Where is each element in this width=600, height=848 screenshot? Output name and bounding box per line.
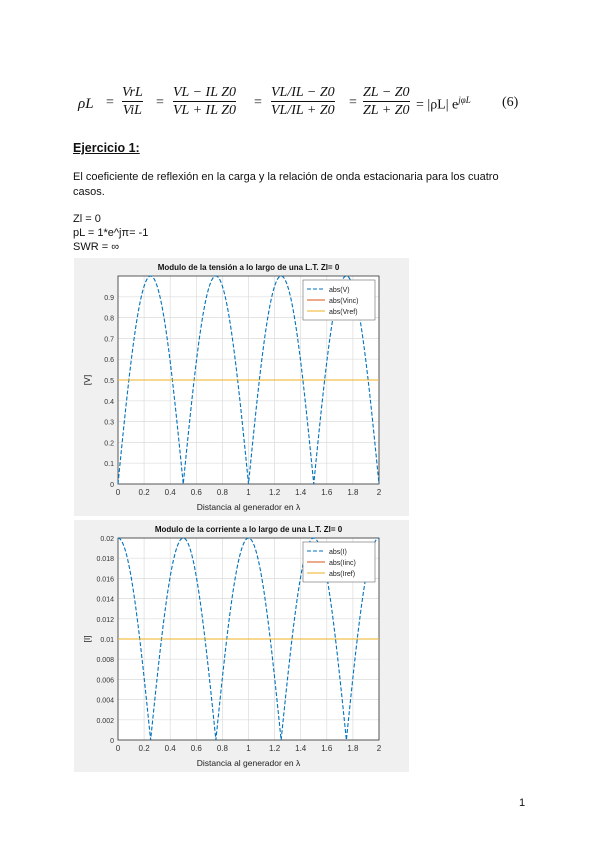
legend-label: abs(Vinc) xyxy=(329,298,359,305)
equals-sign: = xyxy=(254,95,262,110)
fraction-2 xyxy=(173,84,236,119)
y-tick-label: 0.012 xyxy=(96,616,114,624)
voltage-plot xyxy=(74,258,409,516)
x-tick-label: 2 xyxy=(376,488,382,497)
fraction-2-denominator: VL + IL Z0 xyxy=(173,103,237,118)
x-tick-label: 0.6 xyxy=(190,744,202,753)
x-tick-label: 1.6 xyxy=(321,488,333,497)
y-tick-label: 0.4 xyxy=(104,398,114,406)
chart-title: Modulo de la tensión a lo largo de una L.T. Zl= 0 xyxy=(157,263,340,272)
x-tick-label: 0.2 xyxy=(138,744,150,753)
y-axis-label: [I] xyxy=(82,635,92,643)
y-tick-label: 0.1 xyxy=(104,461,114,469)
y-tick-label: 0.004 xyxy=(96,697,114,705)
y-tick-label: 0.9 xyxy=(104,294,114,302)
x-tick-label: 0.4 xyxy=(164,488,176,497)
exercise-heading: Ejercicio 1: xyxy=(73,141,140,155)
y-tick-label: 0.01 xyxy=(100,637,114,644)
reflection-coefficient-equation xyxy=(78,84,528,128)
y-tick-label: 0.014 xyxy=(96,596,114,604)
y-tick-label: 0.002 xyxy=(96,717,114,725)
current-plot xyxy=(74,520,409,772)
y-tick-label: 0.016 xyxy=(96,576,114,584)
x-tick-label: 0.6 xyxy=(190,488,202,497)
y-tick-label: 0.6 xyxy=(104,357,114,365)
x-tick-label: 0.8 xyxy=(216,488,228,497)
x-tick-label: 1 xyxy=(246,488,251,497)
x-tick-label: 0 xyxy=(115,744,121,753)
x-tick-label: 1.8 xyxy=(347,488,359,497)
x-tick-label: 1 xyxy=(246,744,251,753)
fraction-4 xyxy=(363,84,410,119)
swr-text: SWR = ∞ xyxy=(73,241,120,253)
x-tick-label: 1.2 xyxy=(269,488,281,497)
current-chart xyxy=(74,520,409,772)
fraction-3-numerator: VL/IL − Z0 xyxy=(271,85,335,100)
legend-label: abs(Iinc) xyxy=(329,560,356,567)
legend-label: abs(V) xyxy=(329,287,350,294)
x-tick-label: 1.4 xyxy=(295,488,307,497)
fraction-3-denominator: VL/IL + Z0 xyxy=(271,103,335,118)
y-tick-label: 0.008 xyxy=(96,657,114,665)
equals-sign: = xyxy=(349,95,357,110)
chart-title: Modulo de la corriente a lo largo de una L.T. Zl= 0 xyxy=(154,525,343,534)
equals-sign: = xyxy=(106,95,114,110)
exercise-description: El coeficiente de reflexión en la carga y la relación de onda estacionaria para los cuatro casos. xyxy=(73,171,499,198)
y-tick-label: 0.006 xyxy=(96,677,114,685)
y-axis-label: [V] xyxy=(82,374,92,386)
equals-sign: = xyxy=(156,95,164,110)
x-tick-label: 1.4 xyxy=(295,744,307,753)
x-tick-label: 1.2 xyxy=(269,744,281,753)
fraction-2-numerator: VL − IL Z0 xyxy=(173,85,237,100)
fraction-4-denominator: ZL + Z0 xyxy=(363,103,410,118)
y-tick-label: 0.7 xyxy=(104,336,114,344)
y-tick-label: 0.2 xyxy=(104,440,114,448)
y-tick-label: 0 xyxy=(110,482,114,489)
x-tick-label: 1.6 xyxy=(321,744,333,753)
x-tick-label: 0.2 xyxy=(138,488,150,497)
y-tick-label: 0.02 xyxy=(100,536,114,543)
fraction-1 xyxy=(122,84,143,119)
reflection-coefficient-text: pL = 1*e^jπ= -1 xyxy=(73,227,149,239)
equation-rhs: = |ρL| $e^{j\varphi L}$ xyxy=(416,95,471,113)
page-number: 1 xyxy=(519,797,526,809)
load-impedance-text: Zl = 0 xyxy=(73,213,101,225)
y-tick-label: 0.8 xyxy=(104,315,114,323)
equation-lhs: ρL xyxy=(78,96,94,112)
y-tick-label: 0.3 xyxy=(104,419,114,427)
voltage-chart xyxy=(74,258,409,516)
x-axis-label: Distancia al generador en λ xyxy=(196,758,301,768)
x-tick-label: 0.8 xyxy=(216,744,228,753)
y-tick-label: 0 xyxy=(110,738,114,745)
fraction-4-numerator: ZL − Z0 xyxy=(363,85,410,100)
x-tick-label: 0.4 xyxy=(164,744,176,753)
x-axis-label: Distancia al generador en λ xyxy=(196,502,301,512)
y-tick-label: 0.5 xyxy=(104,378,114,385)
x-tick-label: 0 xyxy=(115,488,121,497)
x-tick-label: 2 xyxy=(376,744,382,753)
equation-number: (6) xyxy=(502,95,519,110)
fraction-3 xyxy=(271,84,335,119)
legend-label: abs(Vref) xyxy=(329,309,358,316)
legend-label: abs(Iref) xyxy=(329,571,356,578)
legend-label: abs(I) xyxy=(329,549,347,556)
fraction-1-denominator: ViL xyxy=(122,103,142,118)
y-tick-label: 0.018 xyxy=(96,556,114,564)
fraction-1-numerator: VrL xyxy=(122,85,143,100)
x-tick-label: 1.8 xyxy=(347,744,359,753)
